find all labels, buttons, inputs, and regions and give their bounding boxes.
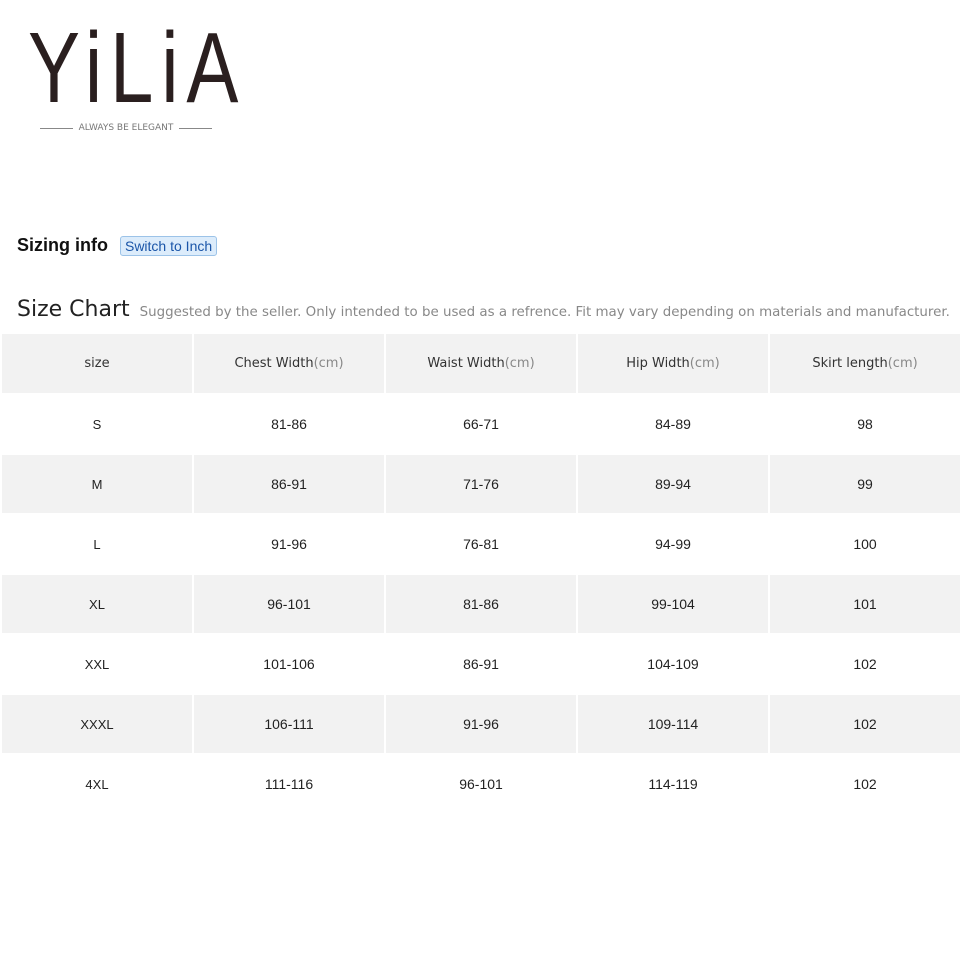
measurement-cell: 81-86	[271, 416, 307, 432]
measurement-cell: 102	[853, 656, 877, 672]
measurement-cell: 96-101	[459, 776, 503, 792]
table-row	[2, 695, 960, 753]
tagline-divider	[40, 128, 73, 129]
size-cell: XL	[2, 575, 192, 633]
measurement-cell: 66-71	[463, 416, 499, 432]
size-cell: 4XL	[85, 776, 109, 792]
size-cell: XXL	[84, 656, 110, 672]
switch-to-inch-button[interactable]: Switch to Inch	[120, 236, 217, 256]
measurement-cell: 76-81	[463, 536, 499, 552]
column-header	[194, 334, 384, 393]
column-header-unit: (cm)	[504, 356, 535, 371]
size-chart-table	[0, 332, 960, 815]
measurement-cell: 89-94	[578, 455, 768, 513]
measurement-cell: 98	[857, 416, 873, 432]
measurement-cell: 84-89	[655, 416, 691, 432]
measurement-cell: 86-91	[194, 455, 384, 513]
column-header-unit: (cm)	[313, 356, 344, 371]
table-row	[2, 575, 960, 633]
size-chart-subtitle: Suggested by the seller. Only intended to be used as a refrence. Fit may vary depending on materials and manufacturer.	[139, 305, 950, 320]
sizing-info-header	[17, 235, 217, 256]
measurement-cell: 100	[853, 536, 877, 552]
measurement-cell: 111-116	[264, 776, 314, 792]
column-header-label: Hip Width	[626, 356, 690, 371]
column-header-unit: (cm)	[689, 356, 720, 371]
measurement-cell: 102	[770, 695, 960, 753]
measurement-cell: 109-114	[578, 695, 768, 753]
measurement-cell: 71-76	[386, 455, 576, 513]
measurement-cell: 106-111	[194, 695, 384, 753]
sizing-info-title: Sizing info	[17, 235, 108, 255]
measurement-cell: 101-106	[263, 656, 315, 672]
column-header	[2, 334, 192, 393]
column-header	[386, 334, 576, 393]
measurement-cell: 99-104	[578, 575, 768, 633]
column-header-label: size	[84, 356, 110, 371]
brand-tagline	[40, 123, 212, 133]
measurement-cell: 99	[770, 455, 960, 513]
column-header-label: Chest Width	[234, 356, 314, 371]
size-chart-header	[17, 297, 950, 322]
size-chart-title: Size Chart	[17, 297, 130, 322]
measurement-cell: 91-96	[386, 695, 576, 753]
measurement-cell: 94-99	[655, 536, 691, 552]
measurement-cell: 96-101	[194, 575, 384, 633]
table-row	[2, 755, 960, 813]
measurement-cell: 104-109	[647, 656, 699, 672]
size-cell: S	[92, 416, 102, 432]
brand-logo: YiLiA	[28, 12, 247, 124]
column-header-label: Skirt length	[812, 356, 888, 371]
table-header-row	[2, 334, 960, 393]
table-row	[2, 395, 960, 453]
column-header	[578, 334, 768, 393]
measurement-cell: 101	[770, 575, 960, 633]
tagline-text: ALWAYS BE ELEGANT	[78, 123, 174, 133]
table-row	[2, 515, 960, 573]
measurement-cell: 86-91	[463, 656, 499, 672]
table-row	[2, 635, 960, 693]
size-cell: XXXL	[2, 695, 192, 753]
column-header	[770, 334, 960, 393]
measurement-cell: 81-86	[386, 575, 576, 633]
column-header-unit: (cm)	[887, 356, 918, 371]
size-cell: L	[93, 536, 101, 552]
measurement-cell: 114-119	[648, 776, 698, 792]
measurement-cell: 91-96	[271, 536, 307, 552]
tagline-divider	[179, 128, 212, 129]
column-header-label: Waist Width	[427, 356, 505, 371]
size-cell: M	[2, 455, 192, 513]
table-row	[2, 455, 960, 513]
measurement-cell: 102	[853, 776, 877, 792]
